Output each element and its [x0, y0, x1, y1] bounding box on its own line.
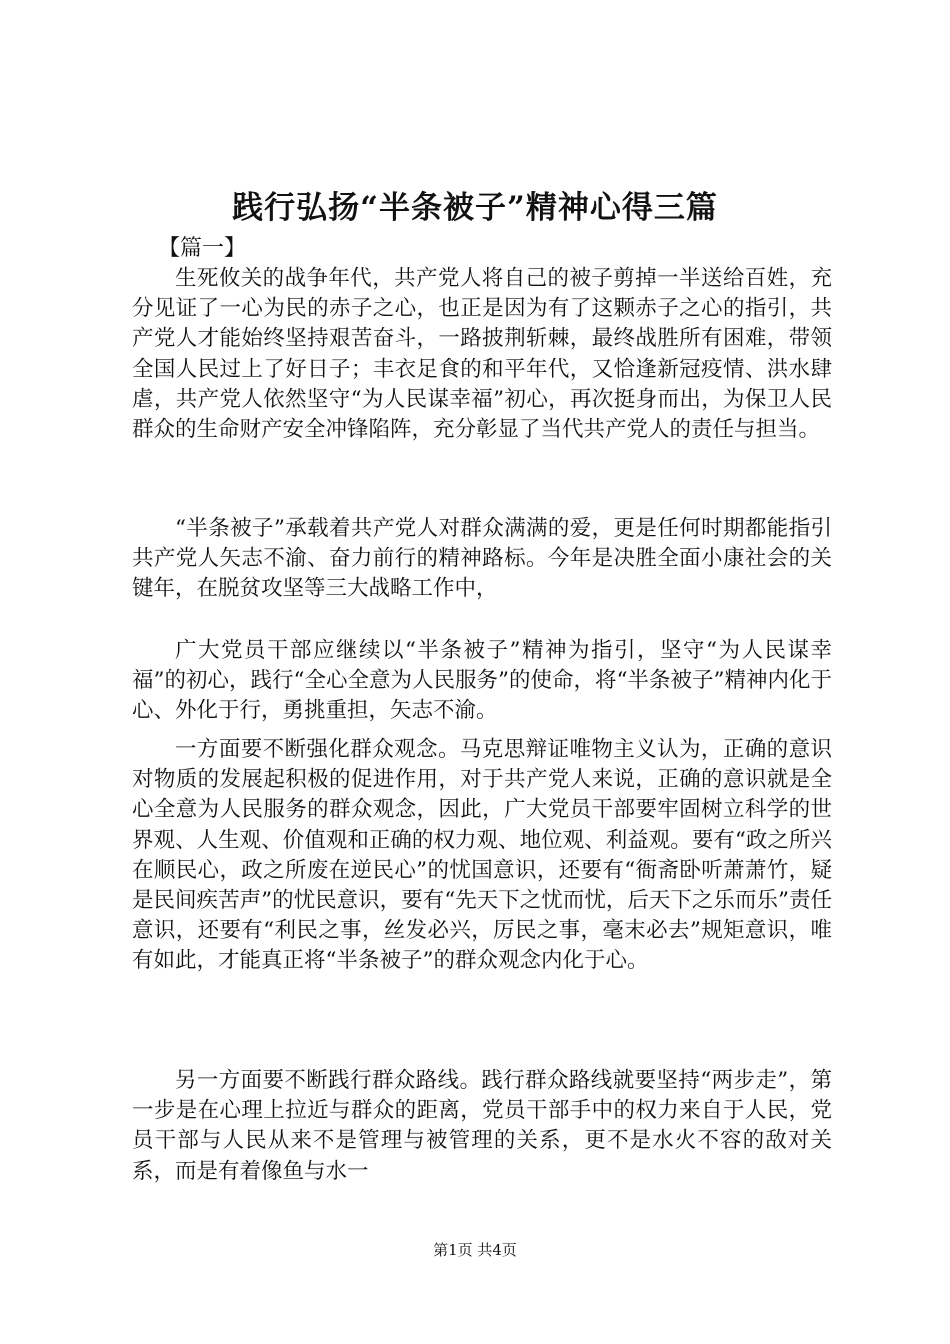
page-footer: 第1页 共4页 — [433, 1241, 517, 1259]
paragraph: “半条被子”承载着共产党人对群众满满的爱，更是任何时期都能指引共产党人矢志不渝、奋力前行的精神路标。今年是决胜全面小康社会的关键年，在脱贫攻坚等三大战略工作中， — [132, 516, 832, 602]
paragraph: 生死攸关的战争年代，共产党人将自己的被子剪掉一半送给百姓，充分见证了一心为民的赤子之心，也正是因为有了这颗赤子之心的指引，共产党人才能始终坚持艰苦奋斗，一路披荆斩棘，最终战胜所有困难，带领全国人民过上了好日子；丰衣足食的和平年代，又恰逢新冠疫情、洪水肆虐，共产党人依然坚守“为人民谋幸福”初心，再次挺身而出，为保卫人民群众的生命财产安全冲锋陷阵，充分彰显了当代共产党人的责任与担当。 — [132, 266, 832, 443]
section-label: 【篇一】 — [158, 236, 247, 261]
document-title: 践行弘扬“半条被子”精神心得三篇 — [232, 190, 718, 226]
paragraph: 一方面要不断强化群众观念。马克思辩证唯物主义认为，正确的意识对物质的发展起积极的促进作用，对于共产党人来说，正确的意识就是全心全意为人民服务的群众观念，因此，广大党员干部要牢固树立科学的世界观、人生观、价值观和正确的权力观、地位观、利益观。要有“政之所兴在顺民心，政之所废在逆民心”的忧国意识，还要有“衙斋卧听萧萧竹，疑是民间疾苦声”的忧民意识，要有“先天下之忧而忧，后天下之乐而乐”责任意识，还要有“利民之事，丝发必兴，厉民之事，毫末必去”规矩意识，唯有如此，才能真正将“半条被子”的群众观念内化于心。 — [132, 737, 832, 974]
paragraph: 广大党员干部应继续以“半条被子”精神为指引，坚守“为人民谋幸福”的初心，践行“全心全意为人民服务”的使命，将“半条被子”精神内化于心、外化于行，勇挑重担，矢志不渝。 — [132, 638, 832, 724]
paragraph: 另一方面要不断践行群众路线。践行群众路线就要坚持“两步走”，第一步是在心理上拉近与群众的距离，党员干部手中的权力来自于人民，党员干部与人民从来不是管理与被管理的关系，更不是水火不容的敌对关系，而是有着像鱼与水一 — [132, 1068, 832, 1184]
